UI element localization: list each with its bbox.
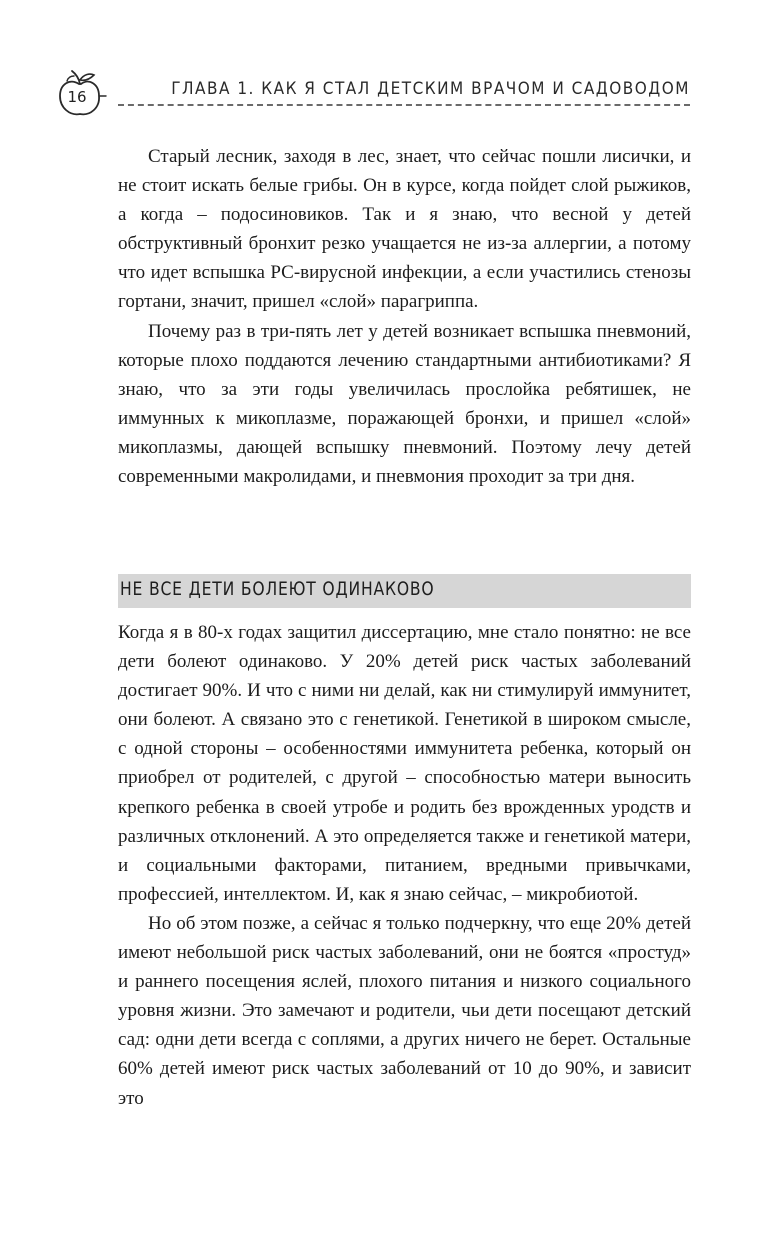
text-block-after-heading <box>118 618 691 1113</box>
text-block-before-heading <box>118 142 691 491</box>
paragraph: Когда я в 80-х годах защитил диссертацию, мне стало понятно: не все дети болеют одинаково. У 20% детей риск частых заболеваний достигает 90%. И что с ними ни делай, как ни стимулируй иммунитет, они болеют. А связано это с генетикой. Генетикой в широком смысле, с одной стороны – особенностями иммунитета ребенка, который он приобрел от родителей, с другой – способностью матери выносить крепкого ребенка в своей утробе и родить без врожденных уродств и различных отклонений. А это определяется также и генетикой матери, и социальными факторами, питанием, вредными привычками, профессией, интеллектом. И, как я знаю сейчас, – микробиотой. <box>118 622 691 905</box>
section-heading: НЕ ВСЕ ДЕТИ БОЛЕЮТ ОДИНАКОВО <box>120 578 435 600</box>
paragraph: Почему раз в три-пять лет у детей возникает вспышка пневмоний, которые плохо поддаются лечению стандартными антибиотиками? Я знаю, что за эти годы увеличилась прослойка ребятишек, не иммунных к микоплазме, поражающей бронхи, и пришел «слой» микоплазмы, дающей вспышку пневмоний. Поэтому лечу детей современными макролидами, и пневмония проходит за три дня. <box>118 320 691 488</box>
paragraph: Старый лесник, заходя в лес, знает, что сейчас пошли лисички, и не стоит искать белые грибы. Он в курсе, когда пойдет слой рыжиков, а когда – подосиновиков. Так и я знаю, что весной у детей обструктивный бронхит резко учащается не из-за аллергии, а потому что идет вспышка РС-вирусной инфекции, а если участились стенозы гортани, значит, пришел «слой» парагриппа. <box>118 146 691 313</box>
header-divider <box>118 104 690 106</box>
page-number: 16 <box>67 88 87 106</box>
section-heading-bar <box>118 574 691 608</box>
paragraph: Но об этом позже, а сейчас я только подчеркну, что еще 20% детей имеют небольшой риск частых заболеваний, они не боятся «простуд» и раннего посещения яслей, плохого питания и низкого социального уровня жизни. Это замечают и родители, чьи дети посещают детский сад: одни дети всегда с соплями, а других ничего не берет. Остальные 60% детей имеют риск частых заболеваний от 10 до 90%, и зависит это <box>118 912 691 1109</box>
running-header-title: ГЛАВА 1. КАК Я СТАЛ ДЕТСКИМ ВРАЧОМ И САДОВОДОМ <box>171 79 690 99</box>
